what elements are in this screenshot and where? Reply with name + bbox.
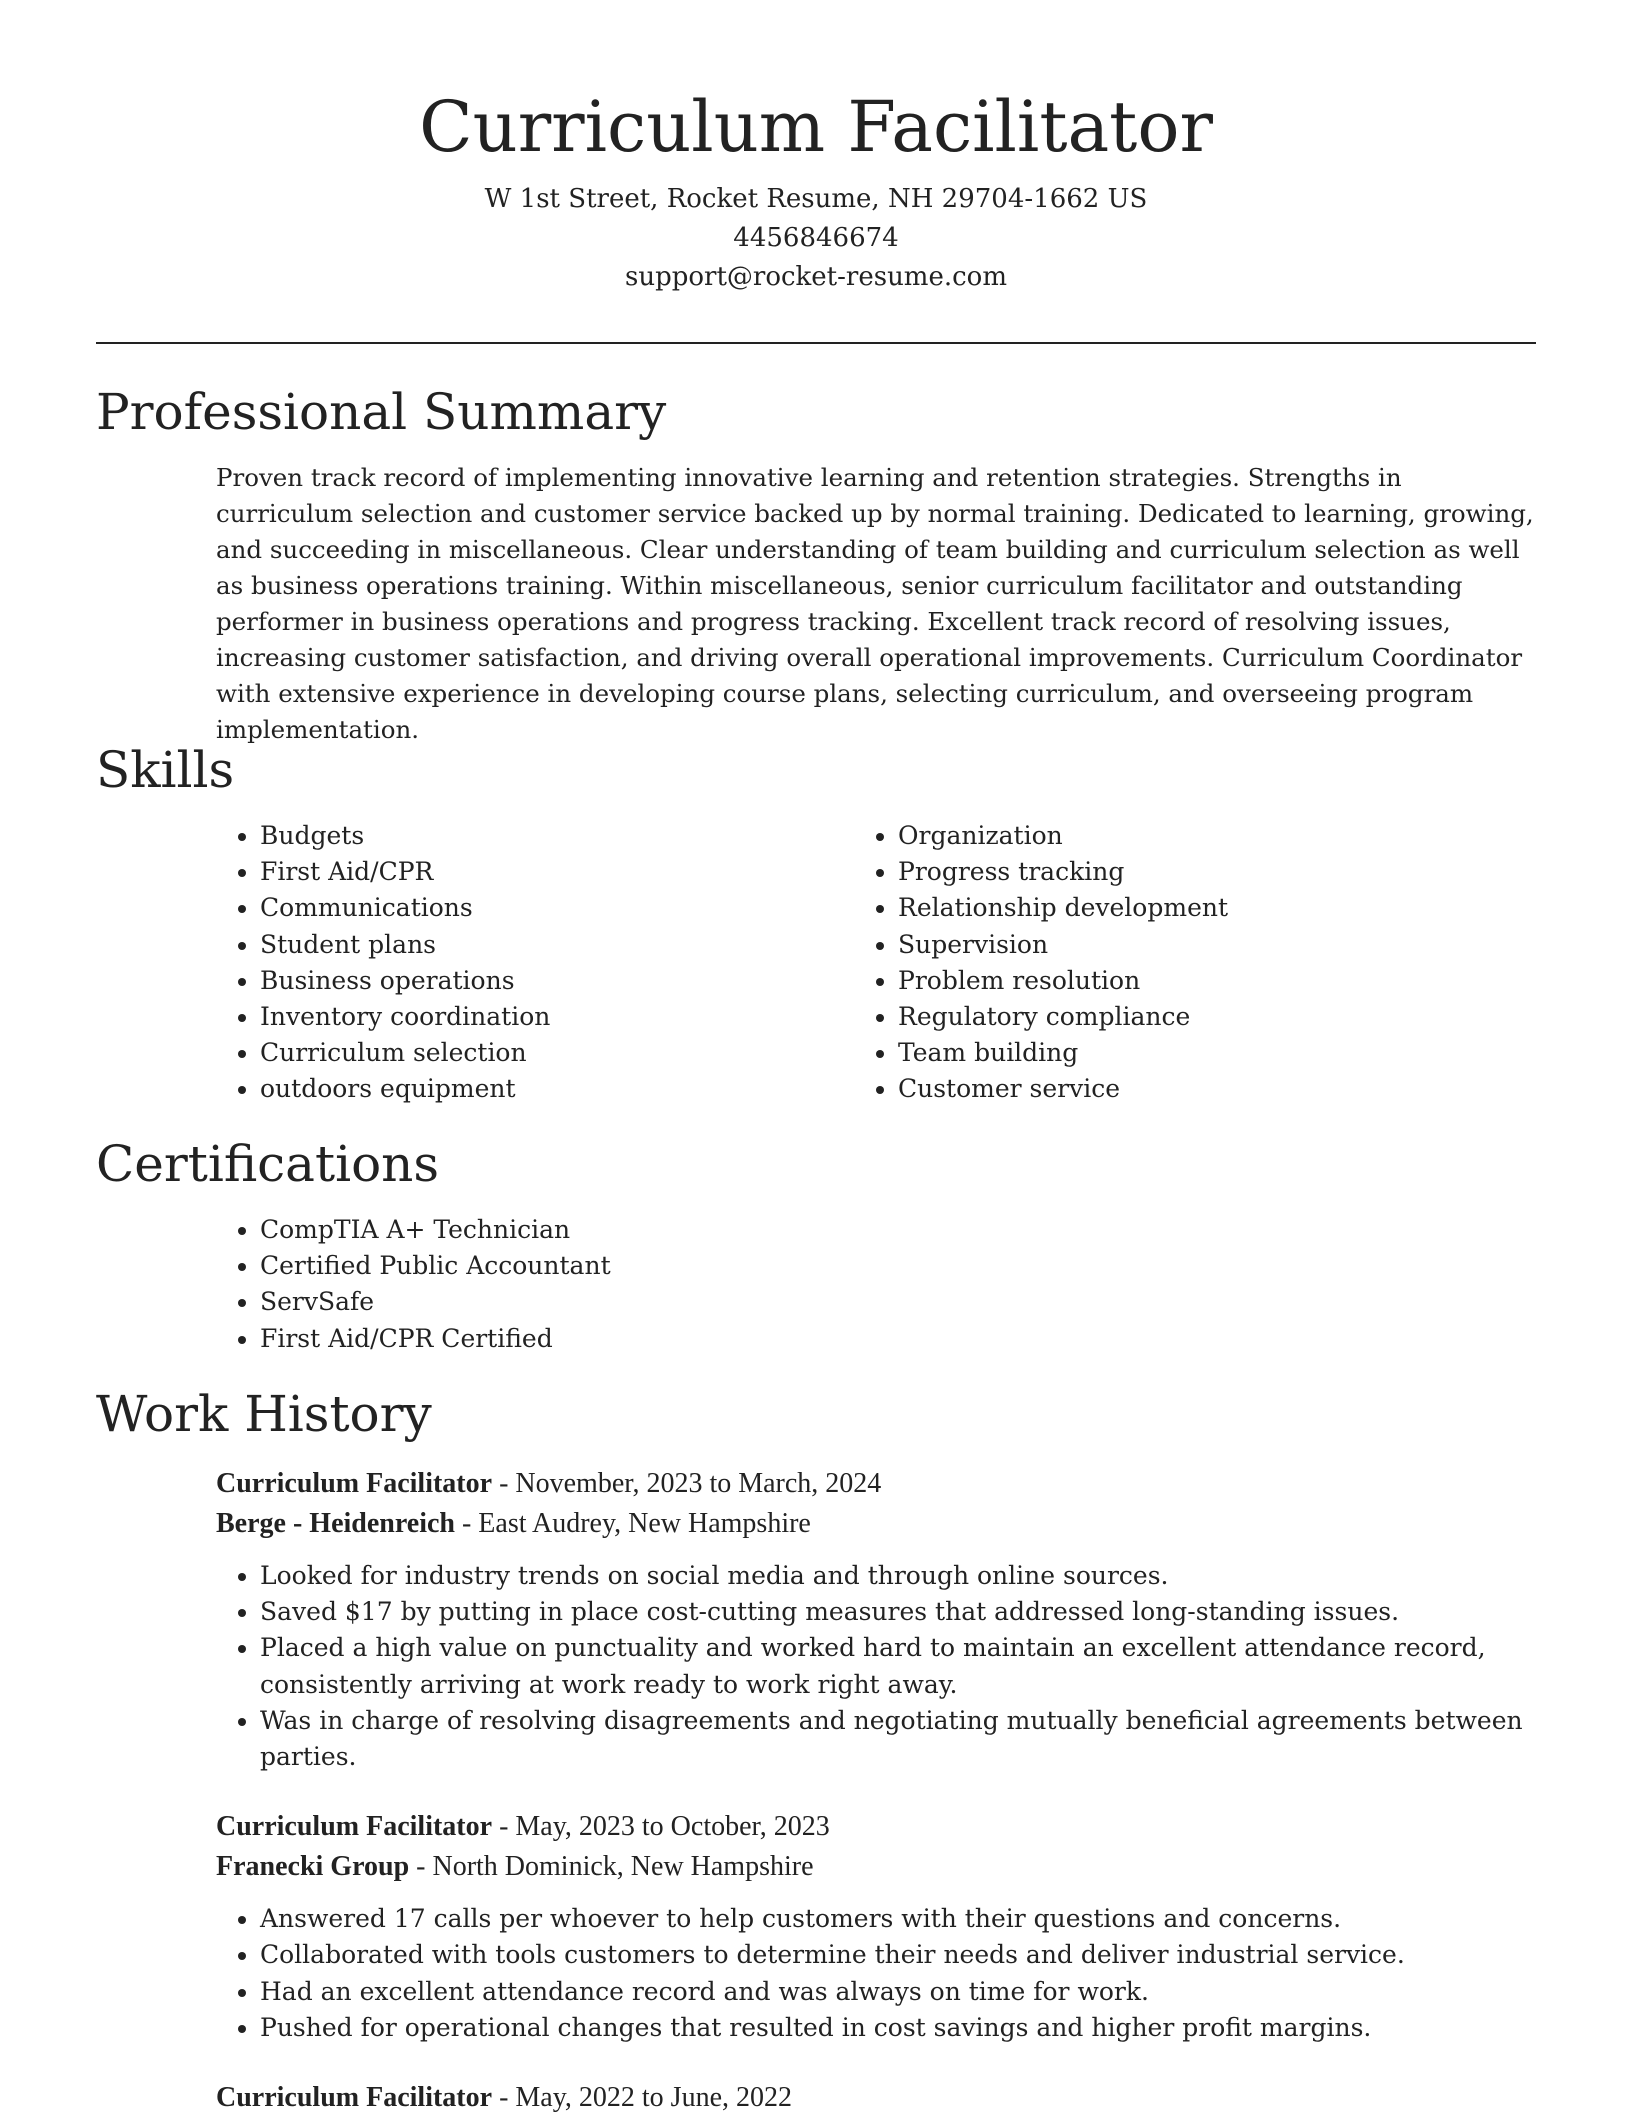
job-bullets: [216, 1558, 1536, 1775]
job-title: Curriculum Facilitator: [216, 2082, 493, 2114]
summary-heading: Professional Summary: [96, 383, 667, 441]
job-bullets: [216, 1901, 1536, 2046]
job-bullet: • Answered 17 calls per whoever to help customers with their questions and concerns.: [260, 1901, 1536, 1937]
work-history-heading: Work History: [96, 1385, 432, 1443]
certification-item: • Certified Public Accountant: [260, 1248, 1536, 1284]
job-bullet: • Pushed for operational changes that resulted in cost savings and higher profit margins.: [260, 2010, 1536, 2046]
skill-item: • Communications: [260, 890, 898, 926]
skills-columns: [96, 818, 1536, 1108]
certifications-section: [96, 1134, 1536, 1357]
skill-item: • Supervision: [898, 927, 1536, 963]
summary-section: [96, 382, 1536, 748]
contact-block: [0, 180, 1632, 297]
job-dates: - May, 2022 to June, 2022: [492, 2082, 792, 2114]
skill-item: • First Aid/CPR: [260, 854, 898, 890]
skill-item: • Relationship development: [898, 890, 1536, 926]
job-title-line: [216, 1464, 1536, 1504]
skill-item: • Regulatory compliance: [898, 999, 1536, 1035]
job-company-line: [216, 1847, 1536, 1887]
phone-number: 4456846674: [733, 223, 899, 253]
skills-list-right: [898, 818, 1536, 1108]
skill-item: • Team building: [898, 1035, 1536, 1071]
job-title: Curriculum Facilitator: [216, 1468, 493, 1499]
job-title-line: [216, 2078, 1536, 2118]
job-company: Berge - Heidenreich: [216, 1508, 455, 1539]
summary-text: Proven track record of implementing innovative learning and retention strategies. Strengths in curriculum selection and customer service backed up by normal training. Dedicated to learning, growing, and succeeding in miscellaneous. Clear understanding of team building and curriculum selection as well as business operations training. Within miscellaneous, senior curriculum facilitator and outstanding performer in business operations and progress tracking. Excellent track record of resolving issues, increasing customer satisfaction, and driving overall operational improvements. Curriculum Coordinator with extensive experience in developing course plans, selecting curriculum, and overseeing program implementation.: [216, 463, 1534, 744]
skill-item: • Problem resolution: [898, 963, 1536, 999]
email-address: support@rocket-resume.com: [624, 262, 1007, 292]
skills-list-left: [96, 818, 898, 1108]
job-entry: [216, 1464, 1536, 1775]
job-bullet: • Looked for industry trends on social media and through online sources.: [260, 1558, 1536, 1594]
skills-section: [96, 740, 1536, 1108]
skill-item: • Inventory coordination: [260, 999, 898, 1035]
certification-item: • ServSafe: [260, 1284, 1536, 1320]
skill-item: • Organization: [898, 818, 1536, 854]
certification-item: • CompTIA A+ Technician: [260, 1212, 1536, 1248]
job-dates: - November, 2023 to March, 2024: [492, 1468, 882, 1499]
skill-item: • Student plans: [260, 927, 898, 963]
skill-item: • outdoors equipment: [260, 1071, 898, 1107]
job-dates: - May, 2023 to October, 2023: [492, 1811, 830, 1843]
skill-item: • Budgets: [260, 818, 898, 854]
job-company-line: [216, 1504, 1536, 1544]
work-history-section: [96, 1384, 1536, 2118]
certification-item: • First Aid/CPR Certified: [260, 1321, 1536, 1357]
job-bullet: • Placed a high value on punctuality and worked hard to maintain an excellent attendance record, consistently arriving at work ready to work right away.: [260, 1630, 1536, 1702]
certifications-list: [96, 1212, 1536, 1357]
certifications-heading: Certifications: [96, 1135, 440, 1193]
job-bullet: • Had an excellent attendance record and was always on time for work.: [260, 1974, 1536, 2010]
job-bullet: • Saved $17 by putting in place cost-cutting measures that addressed long-standing issues.: [260, 1594, 1536, 1630]
resume-header: [0, 0, 1632, 297]
skills-heading: Skills: [96, 741, 235, 799]
skill-item: • Curriculum selection: [260, 1035, 898, 1071]
job-entry: [216, 1807, 1536, 2046]
job-bullet: • Collaborated with tools customers to determine their needs and deliver industrial service.: [260, 1937, 1536, 1973]
job-entry: [216, 2078, 1536, 2118]
skill-item: • Customer service: [898, 1071, 1536, 1107]
job-location: - North Dominick, New Hampshire: [409, 1851, 814, 1883]
job-title: Curriculum Facilitator: [216, 1811, 493, 1843]
address: W 1st Street, Rocket Resume, NH 29704-1662 US: [484, 184, 1148, 214]
skill-item: • Business operations: [260, 963, 898, 999]
job-company: Franecki Group: [216, 1851, 410, 1883]
job-location: - East Audrey, New Hampshire: [454, 1508, 811, 1539]
header-divider: [96, 342, 1536, 344]
job-title-line: [216, 1807, 1536, 1847]
candidate-name: Curriculum Facilitator: [419, 86, 1213, 168]
skill-item: • Progress tracking: [898, 854, 1536, 890]
job-bullet: • Was in charge of resolving disagreements and negotiating mutually beneficial agreements between parties.: [260, 1703, 1536, 1775]
